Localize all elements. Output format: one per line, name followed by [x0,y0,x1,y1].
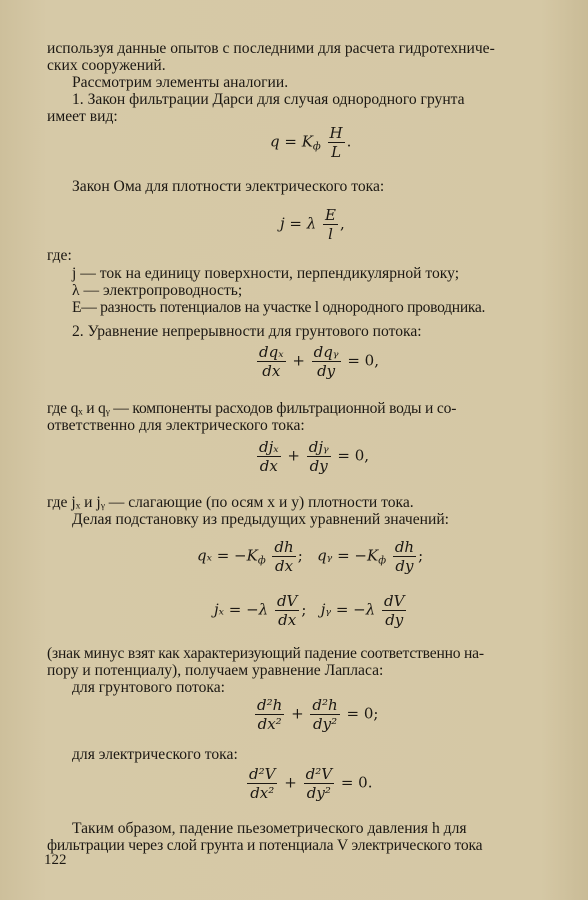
text-line: где qₓ и qᵧ — компоненты расходов фильтрационной воды и со- [47,400,457,417]
denominator: dx [259,457,278,475]
denominator: dx² [257,715,282,733]
denominator: dx [275,557,294,575]
ohm-equation: j = λ $\frac{E}{l}$ , [280,206,345,243]
denominator: dy² [306,784,331,802]
numerator: E [325,206,336,224]
darcy-equation: $q = K_ф$ $\frac{H}{L}$ . [270,124,352,161]
text-line: фильтрации через слой грунта и потенциала V электрического тока [47,837,483,854]
numerator: dh [274,538,294,556]
fraction [393,538,416,575]
text-line: j — ток на единицу поверхности, перпендикулярной току; [72,265,460,282]
text-line: пору и потенциалу), получаем уравнение Лапласа: [47,662,384,679]
substitution-current: jₓ = −λ $\frac{dV}{dx}$ ; jᵧ = −λ $\frac{dV}{dy}$ [214,592,405,629]
text-line: Делая подстановку из предыдущих уравнений значений: [72,511,450,528]
fraction [272,538,295,575]
denominator: dx² [250,784,275,802]
fraction [323,206,338,243]
text-line: E— разность потенциалов на участке l однородного проводника. [72,299,486,316]
eq-part: q = K [270,132,313,151]
fraction [247,765,277,802]
denominator: dx [278,611,297,629]
eq-subscript: ф [312,141,321,153]
text-line: имеет вид: [47,108,118,125]
text-line: Рассмотрим элементы аналогии. [72,74,289,91]
laplace-flow: $\frac{\text{d²h}}{\text{dx²}}$ + $\frac{\text{d²h}}{\text{dy²}}$ = 0; [257,696,379,733]
numerator: dh [394,538,415,556]
eq-part: jₓ = −λ [214,600,269,619]
denominator: dy [385,611,404,629]
text-line: где: [47,247,72,264]
text-line: λ — электропроводность; [72,282,243,299]
numerator: djₓ [259,438,279,456]
fraction [312,343,341,380]
eq-part: j = λ [280,214,317,233]
eq-part: = 0, [337,446,370,465]
numerator: djᵧ [308,438,329,456]
fraction [307,438,331,475]
fraction [275,592,299,629]
numerator: dV [384,592,405,610]
numerator: H [329,124,343,142]
text-line: ских сооружений. [47,57,166,74]
eq-part: qₓ = −K [197,546,258,565]
denominator: L [331,143,342,161]
denominator: l [328,225,333,243]
continuity-equation-flow: $\frac{\text{dqₓ}}{dx}$ + $\frac{\text{dqᵧ}}{dy}$ = 0, [259,343,379,380]
laplace-current: $\frac{\text{d²V}}{\text{dx²}}$ + $\frac{\text{d²V}}{\text{dy²}}$ = 0. [249,765,373,802]
text-line: ответственно для электрического тока: [47,417,305,434]
denominator: dy² [313,715,338,733]
denominator: dy [309,457,328,475]
text-line: используя данные опытов с последними для расчета гидротехниче- [47,40,495,57]
text-line: 2. Уравнение непрерывности для грунтового потока: [72,323,422,340]
text-line: (знак минус взят как характеризующий падение соответственно на- [47,645,484,662]
eq-part: jᵧ = −λ [320,600,376,619]
numerator: dqᵧ [313,343,339,361]
eq-part: qᵧ = −K [317,546,379,565]
denominator: dx [262,362,281,380]
text-line: Закон Ома для плотности электрического тока: [72,178,385,195]
substitution-flow: $q_x = -K_ф$ $\frac{dh}{dx}$ ; qᵧ = $-K_ф$ $\frac{dh}{dy}$ ; [197,538,424,575]
eq-part: = 0; [346,704,379,723]
numerator: d²V [249,765,276,783]
fraction [328,124,345,161]
numerator: dqₓ [259,343,284,361]
text-line: где jₓ и jᵧ — слагающие (по осям x и y) плотности тока. [47,494,414,511]
text-line: 1. Закон фильтрации Дарси для случая однородного грунта [72,91,465,108]
text-line: для грунтового потока: [72,679,226,696]
fraction [304,765,334,802]
eq-part: = 0. [340,773,373,792]
fraction [310,696,339,733]
fraction [382,592,406,629]
text-line: для электрического тока: [72,746,238,763]
page-number: 122 [44,852,67,868]
numerator: d²h [257,696,283,714]
fraction [257,438,281,475]
eq-part: = 0, [347,351,379,370]
fraction [257,343,286,380]
numerator: dV [276,592,298,610]
denominator: dy [317,362,336,380]
numerator: d²h [312,696,338,714]
continuity-equation-current: $\frac{\text{djₓ}}{dx}$ + $\frac{\text{djᵧ}}{dy}$ = 0, [259,438,370,475]
numerator: d²V [305,765,333,783]
text-line: Таким образом, падение пьезометрического давления h для [72,820,467,837]
fraction [255,696,284,733]
denominator: dy [395,557,414,575]
